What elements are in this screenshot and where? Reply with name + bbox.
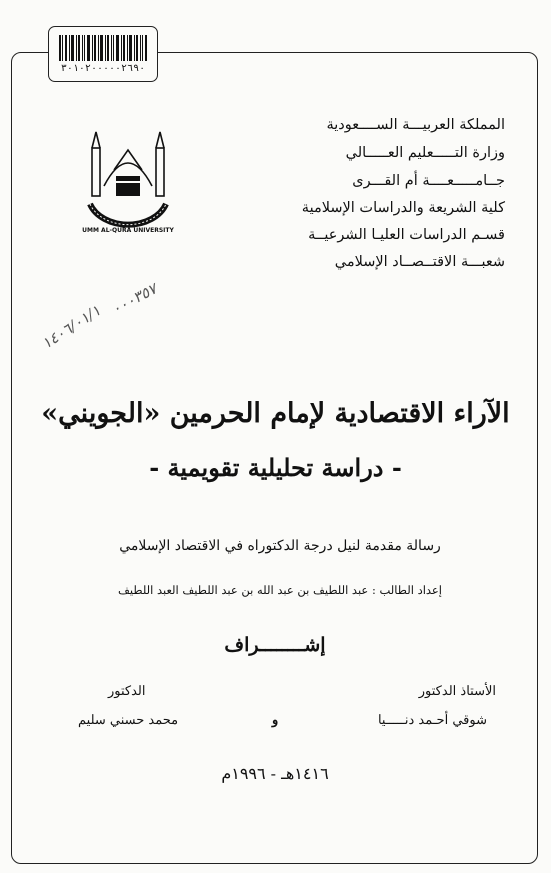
supervision-heading: إشــــــــراف — [224, 634, 326, 656]
co-supervisor-name: محمد حسني سليم — [78, 713, 179, 728]
author-line: إعداد الطالب : عبد اللطيف بن عبد الله بن عبد اللطيف العبد اللطيف — [118, 583, 442, 597]
institution-line-ministry: وزارة التـــــعليم العـــــالي — [345, 145, 505, 161]
svg-text:UMM AL-QURA UNIVERSITY: UMM AL-QURA UNIVERSITY — [82, 227, 174, 234]
university-seal-icon — [78, 120, 178, 240]
barcode-icon — [59, 35, 147, 61]
handwritten-accession-number: ٠٠٠٣٥٧ — [108, 279, 160, 319]
barcode-label — [48, 26, 158, 82]
supervisor-name: شوقي أحـمد دنـــــيا — [377, 713, 487, 728]
thesis-subtitle: - دراسة تحليلية تقويمية - — [149, 453, 402, 482]
institution-line-university: جــامـــــعــــة أم القـــرى — [352, 173, 505, 189]
institution-line-division: شعبـــة الاقتــصــاد الإسلامي — [334, 254, 505, 270]
publication-date: ١٤١٦هـ - ١٩٩٦م — [221, 764, 329, 783]
institution-line-college: كلية الشريعة والدراسات الإسلامية — [301, 200, 505, 216]
conjunction-and: و — [272, 713, 279, 728]
degree-statement: رسالة مقدمة لنيل درجة الدكتوراه في الاقتصاد الإسلامي — [119, 538, 441, 554]
barcode-number: ٣٠١٠٢٠٠٠٠٠٢٦٩٠ — [60, 63, 146, 74]
institution-line-kingdom: المملكة العربيـــة الســــعودية — [326, 117, 505, 133]
co-supervisor-title: الدكتور — [108, 684, 146, 699]
supervisor-title: الأستاذ الدكتور — [418, 684, 496, 699]
thesis-title: الآراء الاقتصادية لإمام الحرمين «الجويني» — [41, 398, 510, 429]
handwritten-date-note: ١٤٠٦/٠١/١ — [38, 301, 105, 353]
institution-line-department: قسـم الدراسات العليـا الشرعيــة — [308, 227, 505, 243]
